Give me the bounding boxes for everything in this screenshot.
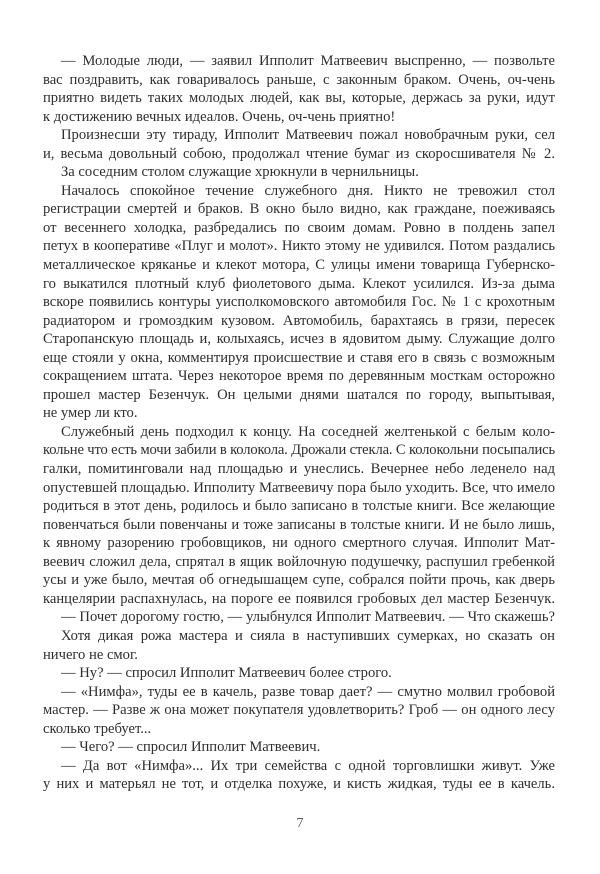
text-line: радиатором и громоздким кузовом. Автомобиль, барахтаясь в грязи, пересек <box>43 312 555 329</box>
text-line: усы и уже было, мечтая об огнедышащем супе, собрался пойти прочь, как дверь <box>43 572 555 589</box>
page-body-text <box>43 52 555 794</box>
text-line: к достижению вечных идеалов. Очень, оч-чень приятно! <box>43 108 396 125</box>
text-line: веевич сложил дела, спрятал в ящик войлочную подушечку, распушил гребенкой <box>43 553 555 570</box>
text-line: вас поздравить, как говаривалось раньше, с законным браком. Очень, оч-чень <box>43 71 555 88</box>
text-line: — Молодые люди, — заявил Ипполит Матвеевич выспренно, — позвольте <box>61 53 555 69</box>
text-line: Хотя дикая рожа мастера и сияла в наступивших сумерках, но сказать он <box>61 627 555 644</box>
text-line: ничего не смог. <box>43 646 138 663</box>
text-line: — Почет дорогому гостю, — улыбнулся Ипполит Матвеевич. — Что скажешь? <box>61 609 555 626</box>
text-line: от весеннего холодка, разбредались по своим домам. Ровно в полдень запел <box>43 219 555 236</box>
text-line: опустевшей площадью. Ипполиту Матвеевичу пора было уходить. Все, что имело <box>43 479 555 496</box>
page-number: 7 <box>296 816 304 831</box>
text-line: Произнесши эту тираду, Ипполит Матвеевич пожал новобрачным руки, сел <box>61 127 555 144</box>
text-line: к явному разорению гробовщиков, ни одного смертного случая. Ипполит Мат- <box>43 535 555 552</box>
text-line: не умер ли кто. <box>43 405 138 422</box>
text-line: петух в кооперативе «Плуг и молот». Никто этому не удивился. Потом раздались <box>43 238 555 255</box>
text-line: Началось спокойное течение служебного дня. Никто не тревожил стол <box>61 182 555 199</box>
text-line: — Да вот «Нимфа»... Их три семейства с одной торговлишки живут. Уже <box>61 757 555 774</box>
text-line: мастер. — Разве ж она может покупателя удовлетворить? Гроб — он одного лесу <box>43 702 555 719</box>
text-line: го выкатился плотный клуб фиолетового дыма. Клекот усилился. Из-за дыма <box>43 275 555 292</box>
text-line: — Чего? — спросил Ипполит Матвеевич. <box>61 739 321 756</box>
text-line: — «Нимфа», туды ее в качель, разве товар дает? — смутно молвил гробовой <box>61 683 555 700</box>
text-line: галки, помитинговали над площадью и унеслись. Вечернее небо леденело над <box>43 461 555 478</box>
text-line: повенчаться были повенчаны и тоже записаны в толстые книги. И не было лишь, <box>43 516 555 533</box>
text-line: канцелярии распахнулась, на пороге ее появился гробовых дел мастер Безенчук. <box>43 590 555 607</box>
text-line: Служебный день подходил к концу. На соседней желтенькой с белым коло- <box>61 423 555 440</box>
text-line: — Ну? — спросил Ипполит Матвеевич более строго. <box>61 665 392 682</box>
text-line: За соседним столом служащие хрюкнули в чернильницы. <box>61 164 419 181</box>
text-line: сколько требует... <box>43 720 152 737</box>
text-line: вскоре появились контуры уисполкомовского автомобиля Гос. № 1 с крохотным <box>43 294 555 311</box>
text-line: Старопанскую площадь и, колыхаясь, исчез в ядовитом дыму. Служащие долго <box>43 331 555 348</box>
text-line: у них и матерьял не тот, и отделка похуже, и кисть жидкая, туды ее в качель. <box>43 776 555 793</box>
text-line: прошел мастер Безенчук. Он целыми днями шатался по городу, выпытывая, <box>43 386 555 403</box>
text-line: приятно видеть таких молодых людей, как вы, которые, держась за руки, идут <box>43 90 555 107</box>
text-line: регистрации смертей и браков. В окно было видно, как граждане, поеживаясь <box>43 201 555 218</box>
text-line: родиться в этот день, родилось и было записано в толстые книги. Все желающие <box>43 498 555 515</box>
text-line: еще стояли у окна, комментируя происшествие и ставя его в связь с возможным <box>43 349 555 366</box>
text-line: и, весьма довольный собою, продолжал чтение бумаг из скоросшивателя № 2. <box>43 145 555 162</box>
text-line: металлическое кряканье и клекот мотора, С улицы имени товарища Губернско- <box>43 257 555 274</box>
text-line: сокращением штата. Через некоторое время по деревянным мосткам осторожно <box>43 368 555 385</box>
text-line: кольне что есть мочи забили в колокола. Дрожали стекла. С колокольни посыпались <box>43 442 556 459</box>
